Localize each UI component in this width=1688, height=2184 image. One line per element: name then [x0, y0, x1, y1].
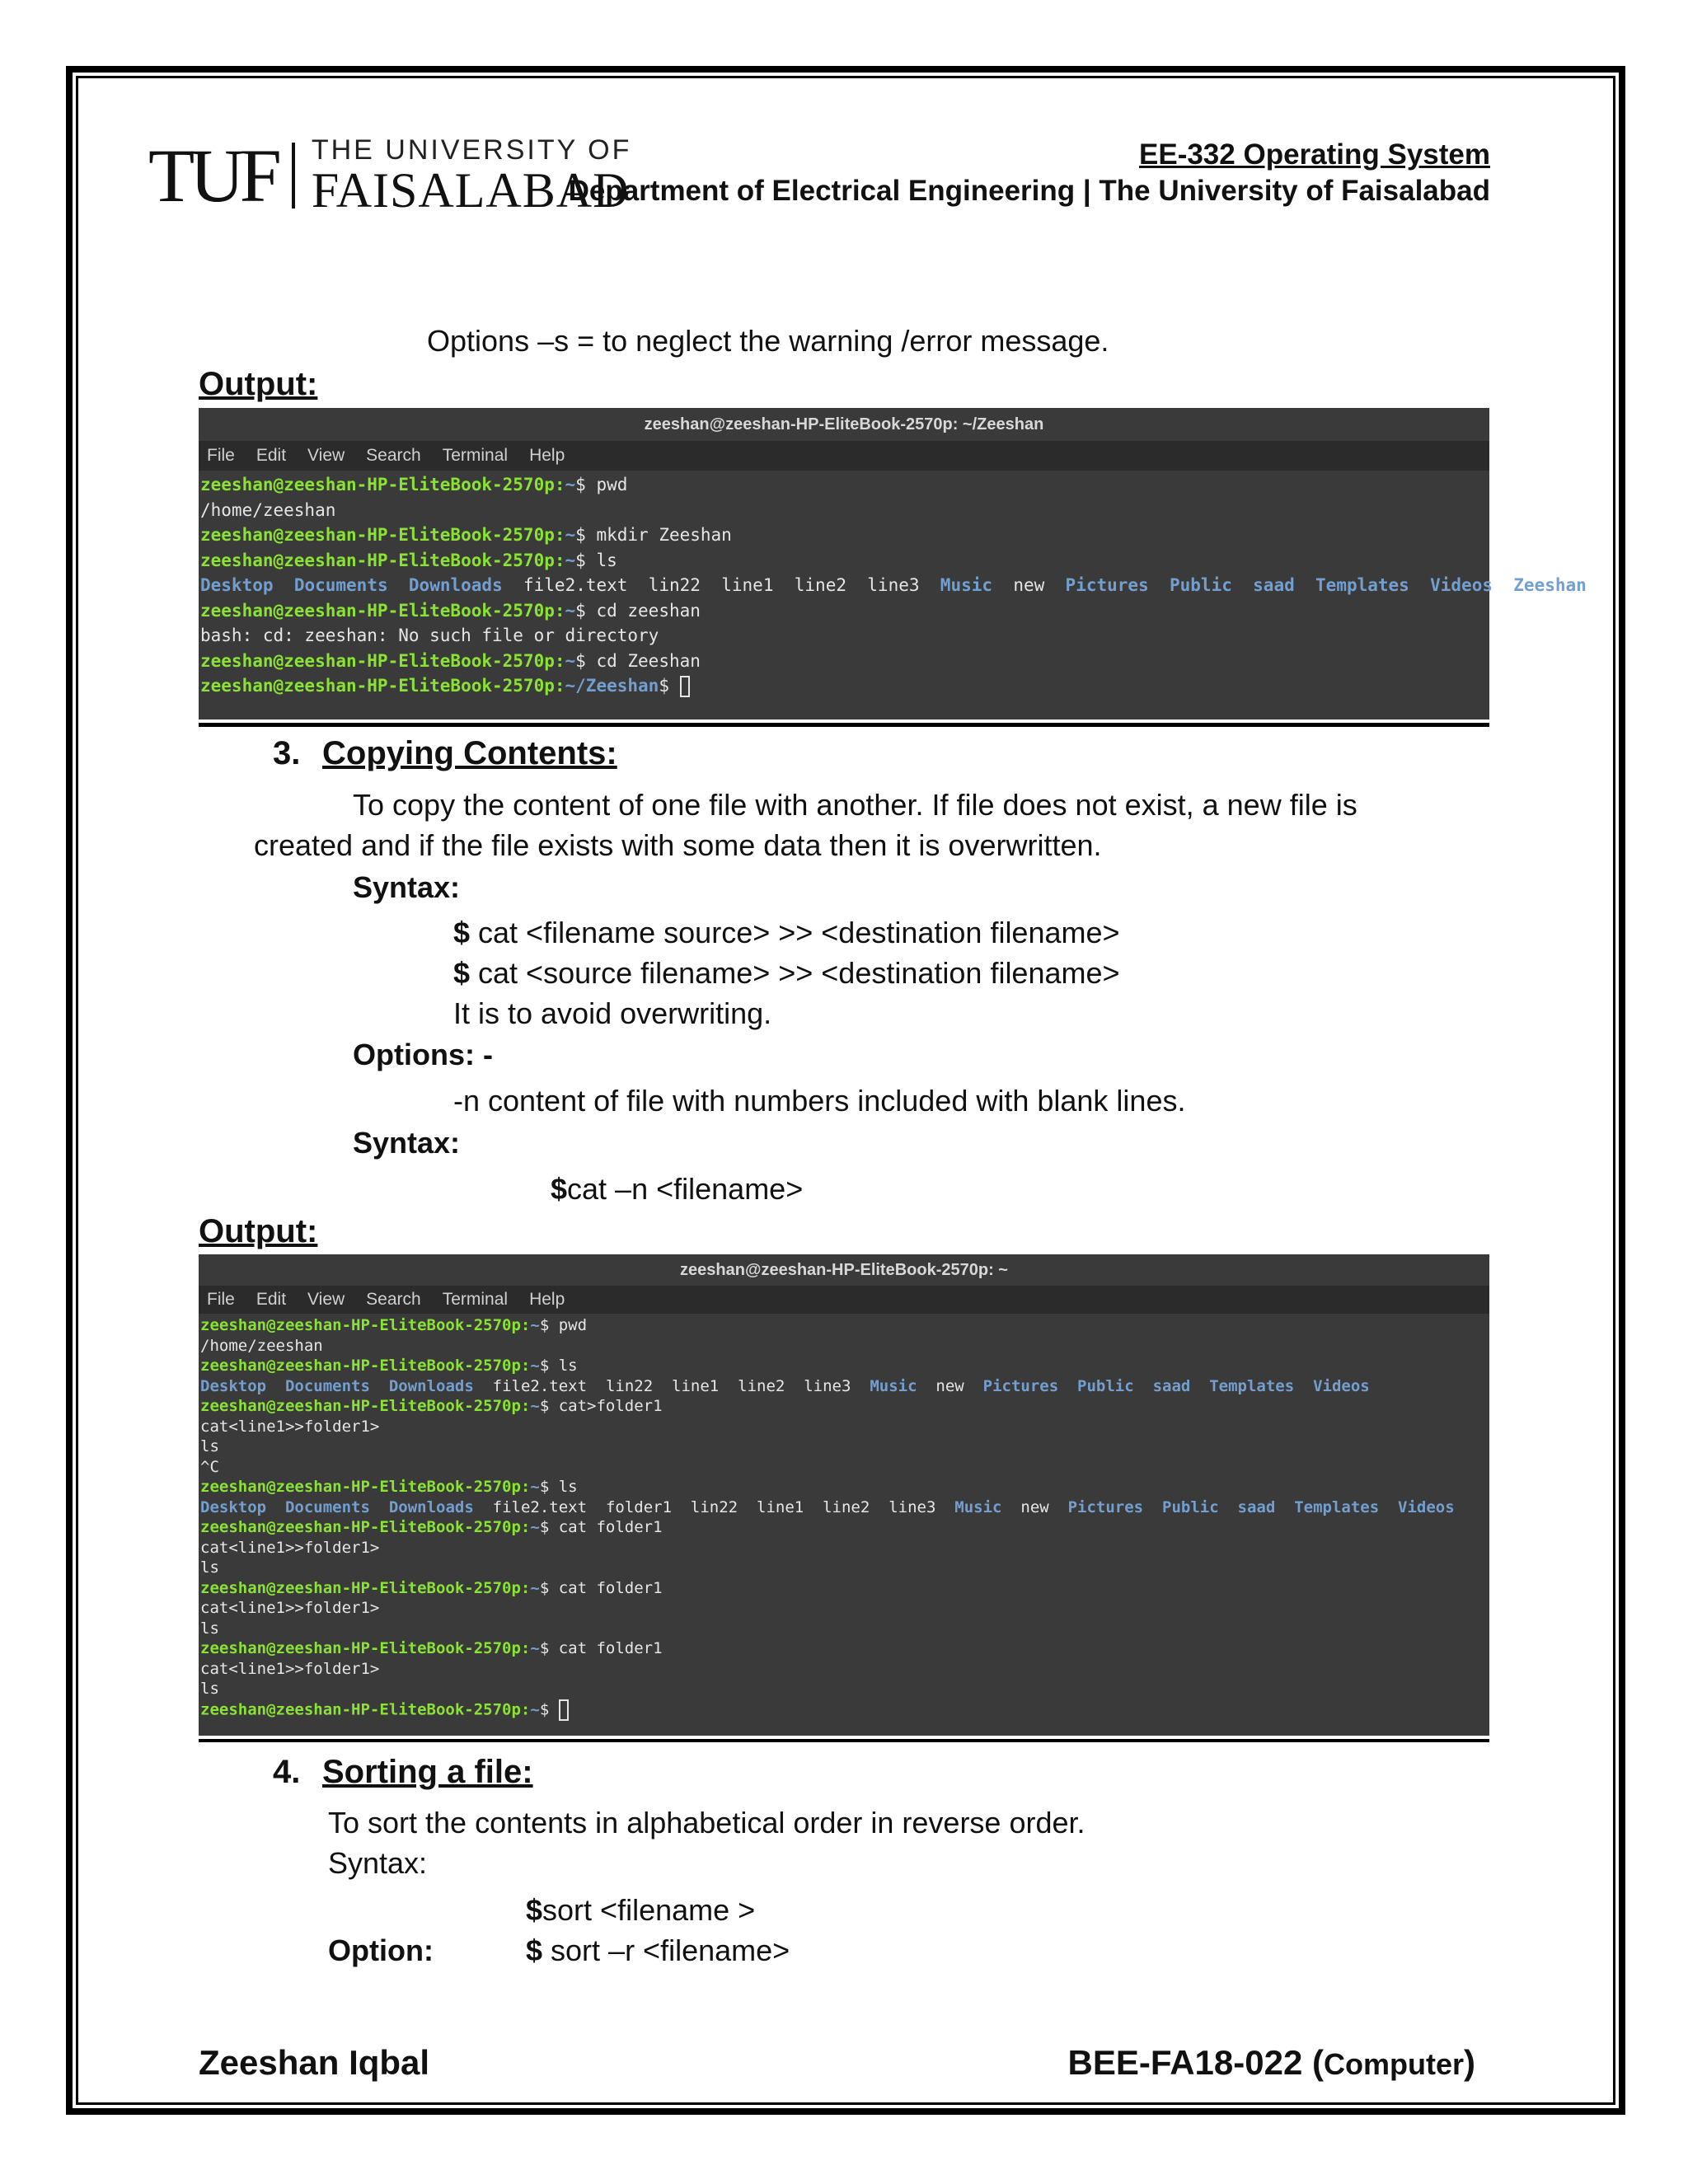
command-text: $ ls: [575, 550, 617, 570]
divider-rule-2: [199, 1739, 1489, 1742]
menu-item-file[interactable]: File: [207, 1290, 235, 1309]
menu-item-view[interactable]: View: [307, 1290, 345, 1309]
syntax-cat-append-2: [453, 955, 1120, 991]
ls-file: line1: [672, 1376, 720, 1395]
prompt-path: ~: [530, 1357, 540, 1375]
ls-directory: Templates: [1294, 1497, 1380, 1516]
terminal-line: [200, 1699, 1489, 1721]
output-label-1: Output:: [199, 366, 318, 402]
logo-divider: [292, 143, 295, 209]
prompt-user-host: zeeshan@zeeshan-HP-EliteBook-2570p:: [200, 1357, 531, 1375]
output-text: ls: [200, 1437, 219, 1455]
ls-file: lin22: [605, 1376, 654, 1395]
prompt-path: ~: [565, 550, 576, 570]
output-text: cat<line1>>folder1>: [200, 1659, 380, 1678]
output-text: cat<line1>>folder1>: [200, 1599, 380, 1617]
menu-item-view[interactable]: View: [307, 446, 345, 465]
syntax-label-2: Syntax:: [353, 1126, 461, 1160]
menu-item-help[interactable]: Help: [529, 446, 565, 465]
ls-file: line3: [867, 575, 920, 595]
ls-directory: Music: [870, 1376, 917, 1395]
dollar-sign: $: [526, 1893, 543, 1927]
command-text: $ mkdir Zeeshan: [575, 525, 732, 545]
dollar-sign: $: [526, 1933, 543, 1967]
ls-file: line1: [757, 1497, 804, 1516]
prompt-path: ~: [565, 475, 576, 494]
dollar-sign: $: [551, 1172, 568, 1206]
section-4-description: To sort the contents in alphabetical order in reverse order.: [328, 1806, 1085, 1840]
option-label: Option:: [328, 1933, 434, 1967]
output-text: ^C: [200, 1457, 219, 1476]
ls-directory: Videos: [1430, 575, 1493, 595]
prompt-path: ~: [565, 525, 576, 545]
ls-directory: saad: [1152, 1376, 1191, 1395]
terminal-line: [200, 1638, 1489, 1659]
ls-file: file2.text: [492, 1497, 588, 1516]
footer-student-id: [1068, 2042, 1475, 2083]
terminal-line: [200, 1679, 1489, 1699]
ls-file: file2.text: [523, 575, 628, 595]
ls-file: line2: [823, 1497, 870, 1516]
logo-top-text: THE UNIVERSITY OF: [311, 134, 632, 166]
terminal-window-2: [199, 1254, 1489, 1734]
terminal-output: [199, 471, 1587, 719]
terminal-line: [200, 472, 1489, 498]
output-text: ls: [200, 1680, 219, 1698]
ls-directory: Documents: [284, 1376, 370, 1395]
terminal-line: [200, 548, 1489, 574]
options-label: Options: -: [353, 1038, 493, 1071]
option-n-description: -n content of file with numbers included with blank lines.: [453, 1084, 1186, 1118]
output-text: cat<line1>>folder1>: [200, 1538, 380, 1557]
terminal-line: [200, 1619, 1489, 1639]
section-4-number: 4.: [273, 1754, 301, 1790]
ls-file: new: [1013, 575, 1045, 595]
footer-author-name: Zeeshan Iqbal: [199, 2043, 430, 2082]
command-text: $ cat folder1: [539, 1639, 663, 1657]
options-s-line: Options –s = to neglect the warning /error message.: [427, 324, 1109, 358]
terminal-line: [200, 1538, 1489, 1558]
syntax-text: sort –r <filename>: [542, 1933, 790, 1967]
ls-directory: Desktop: [200, 1497, 267, 1516]
ls-file: line3: [804, 1376, 851, 1395]
ls-file: new: [935, 1376, 964, 1395]
prompt-user-host: zeeshan@zeeshan-HP-EliteBook-2570p:: [200, 1578, 531, 1597]
closing-paren: ): [1464, 2043, 1475, 2082]
syntax-cat-n: [551, 1171, 803, 1207]
terminal-line: [200, 1436, 1489, 1457]
ls-file: line2: [738, 1376, 785, 1395]
syntax-text: cat <filename source> >> <destination filename>: [470, 916, 1120, 949]
command-text: $ cd zeeshan: [575, 600, 701, 621]
ls-directory: Templates: [1209, 1376, 1295, 1395]
course-title: EE-332 Operating System: [1139, 138, 1490, 171]
prompt-path: ~: [530, 1397, 540, 1415]
prompt-user-host: zeeshan@zeeshan-HP-EliteBook-2570p:: [200, 1639, 531, 1657]
terminal-line: [200, 1477, 1489, 1497]
prompt-user-host: zeeshan@zeeshan-HP-EliteBook-2570p:: [200, 550, 565, 570]
command-text: $ ls: [539, 1357, 578, 1375]
menu-item-edit[interactable]: Edit: [256, 446, 287, 465]
ls-directory: Documents: [293, 575, 388, 595]
ls-directory: Documents: [284, 1497, 370, 1516]
prompt-path: ~: [530, 1639, 540, 1657]
output-text: cat<line1>>folder1>: [200, 1417, 380, 1436]
ls-file: lin22: [648, 575, 701, 595]
terminal-line: [200, 623, 1489, 649]
terminal-line: [200, 1598, 1489, 1619]
section-3-number: 3.: [273, 735, 301, 771]
department-title: Department of Electrical Engineering | The University of Faisalabad: [568, 175, 1490, 207]
terminal-line: [200, 573, 1587, 598]
prompt-user-host: zeeshan@zeeshan-HP-EliteBook-2570p:: [200, 1700, 531, 1718]
syntax-text: sort <filename >: [542, 1893, 756, 1927]
student-id-text: BEE-FA18-022 (: [1067, 2043, 1324, 2082]
section-4-title: Sorting a file:: [322, 1754, 533, 1790]
ls-directory: Downloads: [408, 575, 503, 595]
ls-directory: Videos: [1398, 1497, 1455, 1516]
prompt-path: ~: [530, 1518, 540, 1536]
cursor-block: [680, 676, 690, 697]
command-text: $ cat folder1: [539, 1578, 663, 1597]
ls-directory: Videos: [1313, 1376, 1370, 1395]
terminal-title: zeeshan@zeeshan-HP-EliteBook-2570p: ~/Zeeshan: [199, 408, 1489, 441]
syntax-label-1: Syntax:: [353, 870, 461, 904]
prompt-user-host: zeeshan@zeeshan-HP-EliteBook-2570p:: [200, 676, 565, 696]
command-text: $: [659, 676, 680, 696]
syntax-text: cat <source filename> >> <destination filename>: [470, 956, 1120, 990]
logo-mark: TUF: [148, 134, 277, 218]
ls-directory: Music: [954, 1497, 1002, 1516]
university-logo: [148, 134, 632, 218]
prompt-user-host: zeeshan@zeeshan-HP-EliteBook-2570p:: [200, 1518, 531, 1536]
syntax-label-3: Syntax:: [328, 1846, 428, 1880]
prompt-user-host: zeeshan@zeeshan-HP-EliteBook-2570p:: [200, 1397, 531, 1415]
terminal-line: [200, 1659, 1489, 1680]
ls-directory: Downloads: [388, 1376, 474, 1395]
divider-rule-1: [199, 723, 1489, 727]
command-text: $: [539, 1700, 559, 1718]
prompt-path: ~: [565, 600, 576, 621]
prompt-path: ~/Zeeshan: [565, 676, 659, 696]
menu-item-search[interactable]: Search: [366, 1290, 421, 1309]
ls-directory: saad: [1237, 1497, 1276, 1516]
terminal-menubar: [199, 1286, 1489, 1314]
terminal-line: [200, 1558, 1489, 1578]
menu-item-help[interactable]: Help: [529, 1290, 565, 1309]
command-text: $ cat>folder1: [539, 1397, 663, 1415]
section-3-desc-line2: created and if the file exists with some data then it is overwritten.: [254, 828, 1102, 862]
ls-directory: Public: [1162, 1497, 1219, 1516]
cursor-block: [559, 1699, 569, 1721]
ls-directory: saad: [1253, 575, 1295, 595]
syntax-text: cat –n <filename>: [567, 1172, 804, 1206]
terminal-line: [200, 498, 1489, 523]
menu-item-terminal[interactable]: Terminal: [442, 1290, 509, 1309]
prompt-user-host: zeeshan@zeeshan-HP-EliteBook-2570p:: [200, 525, 565, 545]
terminal-title: zeeshan@zeeshan-HP-EliteBook-2570p: ~: [199, 1254, 1489, 1286]
terminal-line: [200, 523, 1489, 548]
ls-directory: Public: [1077, 1376, 1134, 1395]
menu-item-file[interactable]: File: [207, 446, 235, 465]
menu-item-edit[interactable]: Edit: [256, 1290, 287, 1309]
prompt-user-host: zeeshan@zeeshan-HP-EliteBook-2570p:: [200, 475, 565, 494]
command-text: $ pwd: [539, 1316, 588, 1334]
terminal-line: [200, 1517, 1489, 1538]
output-text: ls: [200, 1558, 219, 1577]
ls-file: file2.text: [492, 1376, 588, 1395]
ls-directory: Pictures: [982, 1376, 1059, 1395]
output-text: /home/zeeshan: [200, 1336, 323, 1355]
menu-item-terminal[interactable]: Terminal: [442, 446, 509, 465]
ls-directory: Downloads: [388, 1497, 474, 1516]
terminal-line: [200, 598, 1489, 624]
menu-item-search[interactable]: Search: [366, 446, 421, 465]
logo-bottom-text: FAISALABAD: [311, 162, 630, 218]
overwrite-note: It is to avoid overwriting.: [453, 996, 772, 1030]
dollar-sign: $: [453, 956, 471, 990]
ls-file: line3: [889, 1497, 936, 1516]
prompt-path: ~: [530, 1578, 540, 1597]
ls-directory: Desktop: [200, 575, 274, 595]
ls-directory: Desktop: [200, 1376, 267, 1395]
output-text: /home/zeeshan: [200, 499, 336, 520]
dollar-sign: $: [453, 916, 471, 949]
terminal-output: [199, 1314, 1489, 1736]
terminal-menubar: [199, 441, 1489, 471]
ls-directory: Zeeshan: [1513, 575, 1587, 595]
terminal-line: [200, 1376, 1489, 1397]
prompt-path: ~: [530, 1478, 540, 1496]
command-text: $ ls: [539, 1478, 578, 1496]
prompt-user-host: zeeshan@zeeshan-HP-EliteBook-2570p:: [200, 1478, 531, 1496]
output-text: ls: [200, 1619, 219, 1638]
prompt-user-host: zeeshan@zeeshan-HP-EliteBook-2570p:: [200, 600, 565, 621]
terminal-line: [200, 1578, 1489, 1599]
section-3-desc-line1: To copy the content of one file with another. If file does not exist, a new file is: [353, 788, 1357, 822]
command-text: $ cat folder1: [539, 1518, 663, 1536]
terminal-line: [200, 649, 1489, 674]
ls-directory: Pictures: [1065, 575, 1149, 595]
terminal-line: [200, 673, 1489, 699]
ls-file: line1: [721, 575, 774, 595]
ls-file: lin22: [690, 1497, 738, 1516]
prompt-user-host: zeeshan@zeeshan-HP-EliteBook-2570p:: [200, 650, 565, 671]
prompt-user-host: zeeshan@zeeshan-HP-EliteBook-2570p:: [200, 1316, 531, 1334]
section-3-title: Copying Contents:: [322, 735, 617, 771]
ls-file: folder1: [605, 1497, 673, 1516]
terminal-line: [200, 1396, 1489, 1417]
ls-directory: Templates: [1315, 575, 1409, 595]
program-text: Computer: [1324, 2047, 1464, 2081]
terminal-line: [200, 1457, 1489, 1478]
ls-file: line2: [794, 575, 846, 595]
output-text: bash: cd: zeeshan: No such file or directory: [200, 626, 659, 645]
terminal-line: [200, 1336, 1489, 1357]
command-text: $ cd Zeeshan: [575, 650, 701, 671]
option-sort-reverse: [526, 1933, 790, 1968]
output-label-2: Output:: [199, 1213, 318, 1249]
prompt-path: ~: [530, 1316, 540, 1334]
ls-directory: Music: [940, 575, 993, 595]
syntax-sort: [526, 1892, 755, 1928]
command-text: $ pwd: [575, 475, 628, 494]
terminal-window-1: [199, 408, 1587, 718]
terminal-line: [200, 1315, 1489, 1336]
terminal-line: [200, 1356, 1489, 1376]
prompt-path: ~: [530, 1700, 540, 1718]
prompt-path: ~: [565, 650, 576, 671]
syntax-cat-append-1: [453, 915, 1120, 950]
ls-directory: Public: [1170, 575, 1232, 595]
terminal-line: [200, 1417, 1489, 1437]
terminal-line: [200, 1497, 1489, 1518]
ls-file: new: [1020, 1497, 1049, 1516]
ls-directory: Pictures: [1067, 1497, 1144, 1516]
